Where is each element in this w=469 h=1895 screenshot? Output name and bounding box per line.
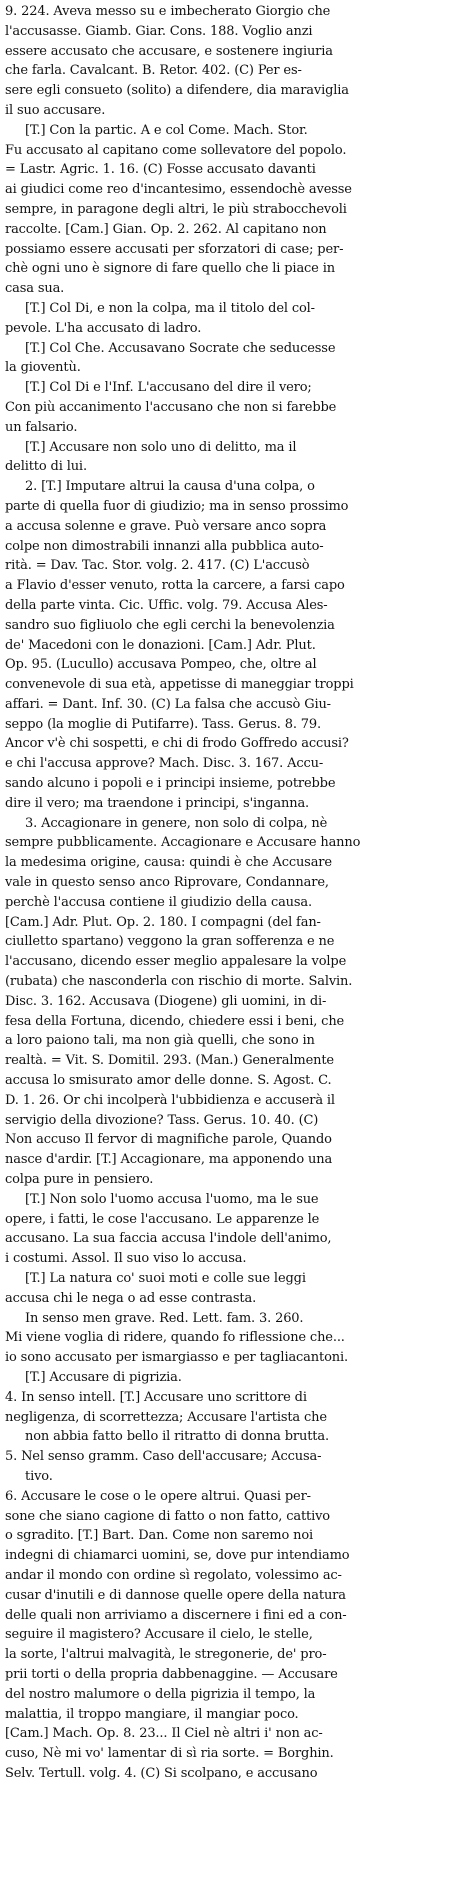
text-line: Ancor v'è chi sospetti, e chi di frodo Goffredo accusi? <box>5 736 349 752</box>
text-line: nasce d'ardir. [T.] Accagionare, ma apponendo una <box>5 1152 333 1168</box>
text-line: cusar d'inutili e di dannose quelle opere della natura <box>5 1587 346 1603</box>
text-line: fesa della Fortuna, dicendo, chiedere essi i beni, che <box>5 1013 345 1029</box>
text-line: prii torti o della propria dabbenaggine. — Accusare <box>5 1666 338 1682</box>
text-line: 2. [T.] Imputare altrui la causa d'una colpa, o <box>25 479 315 495</box>
text-line: la gioventù. <box>5 360 81 376</box>
text-line: colpe non dimostrabili innanzi alla pubblica auto- <box>5 538 324 554</box>
text-line: seguire il magistero? Accusare il cielo, le stelle, <box>5 1627 313 1643</box>
text-line: un falsario. <box>5 419 78 435</box>
text-line: In senso men grave. Red. Lett. fam. 3. 260. <box>25 1310 304 1326</box>
text-line: del nostro malumore o della pigrizia il tempo, la <box>5 1686 316 1702</box>
text-line: raccolte. [Cam.] Gian. Op. 2. 262. Al capitano non <box>5 221 327 237</box>
text-line: 5. Nel senso gramm. Caso dell'accusare; Accusa- <box>5 1449 322 1465</box>
text-line: sempre pubblicamente. Accagionare e Accusare hanno <box>5 835 361 851</box>
text-line: indegni di chiamarci uomini, se, dove pur intendiamo <box>5 1548 350 1564</box>
text-line: Non accuso Il fervor di magnifiche parole, Quando <box>5 1132 332 1148</box>
text-line: accusa lo smisurato amor delle donne. S. Agost. C. <box>5 1073 332 1089</box>
text-line: 6. Accusare le cose o le opere altrui. Quasi per- <box>5 1488 311 1504</box>
text-line: cuso, Nè mi vo' lamentar di sì ria sorte. = Borghin. <box>5 1746 334 1762</box>
text-line: [T.] Accusare di pigrizia. <box>25 1369 182 1385</box>
text-line: Fu accusato al capitano come sollevatore del popolo. <box>5 142 347 158</box>
text-line: [T.] Col Di, e non la colpa, ma il titolo del col- <box>25 300 315 316</box>
text-line: [T.] Non solo l'uomo accusa l'uomo, ma le sue <box>25 1191 319 1207</box>
text-line: [T.] La natura co' suoi moti e colle sue leggi <box>25 1271 306 1286</box>
text-line: e chi l'accusa approve? Mach. Disc. 3. 167. Accu- <box>5 756 324 772</box>
text-line: affari. = Dant. Inf. 30. (C) La falsa che accusò Giu- <box>5 696 331 712</box>
text-line: della parte vinta. Cic. Uffic. volg. 79. Accusa Ales- <box>5 597 328 613</box>
text-line: o sgradito. [T.] Bart. Dan. Come non saremo noi <box>5 1528 314 1544</box>
text-line: Con più accanimento l'accusano che non si farebbe <box>5 399 337 415</box>
text-line: tivo. <box>25 1468 53 1484</box>
text-line: Mi viene voglia di ridere, quando fo riflessione che... <box>5 1330 345 1346</box>
text-line: possiamo essere accusati per sforzatori di case; per- <box>5 241 344 257</box>
text-line: [T.] Con la partic. A e col Come. Mach. Stor. <box>25 122 308 138</box>
text-line: rità. = Dav. Tac. Stor. volg. 2. 417. (C) L'accusò <box>5 558 310 574</box>
text-line: l'accusasse. Giamb. Giar. Cons. 188. Voglio anzi <box>5 23 313 39</box>
text-line: = Lastr. Agric. 1. 16. (C) Fosse accusato davanti <box>5 162 316 178</box>
text-line: de' Macedoni con le donazioni. [Cam.] Adr. Plut. <box>5 637 316 653</box>
text-line: [T.] Col Di e l'Inf. L'accusano del dire il vero; <box>25 380 312 396</box>
text-line: [Cam.] Adr. Plut. Op. 2. 180. I compagni (del fan- <box>5 914 321 930</box>
text-line: sempre, in paragone degli altri, le più strabocchevoli <box>5 201 347 217</box>
text-line: [T.] Col Che. Accusavano Socrate che seducesse <box>25 340 336 356</box>
text-line: i costumi. Assol. Il suo viso lo accusa. <box>5 1251 247 1267</box>
text-line: realtà. = Vit. S. Domitil. 293. (Man.) Generalmente <box>5 1053 334 1069</box>
text-line: delitto di lui. <box>5 459 87 475</box>
text-line: dire il vero; ma traendone i principi, s'inganna. <box>5 795 310 811</box>
text-line: opere, i fatti, le cose l'accusano. Le apparenze le <box>5 1211 320 1227</box>
text-line: il suo accusare. <box>5 102 106 118</box>
text-line: essere accusato che accusare, e sostenere ingiuria <box>5 43 333 59</box>
text-line: convenevole di sua età, appetisse di maneggiar troppi <box>5 677 354 693</box>
text-line: malattia, il troppo mangiare, il mangiar poco. <box>5 1706 299 1722</box>
text-line: andar il mondo con ordine sì regolato, volessimo ac- <box>5 1567 342 1583</box>
text-line: sandro suo figliuolo che egli cerchi la benevolenzia <box>5 617 335 633</box>
text-line: D. 1. 26. Or chi incolperà l'ubbidienza e accuserà il <box>5 1092 335 1108</box>
text-line: sando alcuno i popoli e i principi insieme, potrebbe <box>5 776 336 792</box>
text-line: l'accusano, dicendo esser meglio appalesare la volpe <box>5 954 347 970</box>
text-line: sere egli consueto (solito) a difendere, dia maraviglia <box>5 83 349 99</box>
text-line: a Flavio d'esser venuto, rotta la carcere, a farsi capo <box>5 578 345 594</box>
text-line: chè ogni uno è signore di fare quello che li piace in <box>5 261 335 277</box>
text-line: Selv. Tertull. volg. 4. (C) Si scolpano, e accusano <box>5 1765 318 1781</box>
text-line: [T.] Accusare non solo uno di delitto, ma il <box>25 439 297 455</box>
text-line: delle quali non arriviamo a discernere i fini ed a con- <box>5 1607 347 1623</box>
text-line: non abbia fatto bello il ritratto di donna brutta. <box>25 1429 329 1445</box>
text-line: sone che siano cagione di fatto o non fatto, cattivo <box>5 1508 330 1524</box>
text-line: che farla. Cavalcant. B. Retor. 402. (C) Per es- <box>5 63 302 79</box>
text-line: Disc. 3. 162. Accusava (Diogene) gli uomini, in di- <box>5 993 327 1009</box>
text-line: pevole. L'ha accusato di ladro. <box>5 320 202 336</box>
text-line: parte di quella fuor di giudizio; ma in senso prossimo <box>5 498 349 514</box>
text-line: vale in questo senso anco Riprovare, Condannare, <box>5 875 329 891</box>
text-line: casa sua. <box>5 281 65 297</box>
text-line: [Cam.] Mach. Op. 8. 23... Il Ciel nè altri i' non ac- <box>5 1726 323 1742</box>
text-line: perchè l'accusa contiene il giudizio della causa. <box>5 894 312 910</box>
text-line: servigio della divozione? Tass. Gerus. 10. 40. (C) <box>5 1112 319 1128</box>
text-line: 4. In senso intell. [T.] Accusare uno scrittore di <box>5 1389 307 1405</box>
text-line: seppo (la moglie di Putifarre). Tass. Gerus. 8. 79. <box>5 716 322 732</box>
text-line: la medesima origine, causa: quindi è che Accusare <box>5 855 332 871</box>
text-line: a loro paiono tali, ma non già quelli, che sono in <box>5 1033 315 1049</box>
text-line: a accusa solenne e grave. Può versare anco sopra <box>5 518 327 534</box>
text-line: (rubata) che nasconderla con rischio di morte. Salvin. <box>5 974 353 990</box>
text-line: la sorte, l'altrui malvagità, le stregonerie, de' pro- <box>5 1647 327 1663</box>
text-line: ciulletto spartano) veggono la gran sofferenza e ne <box>5 934 335 950</box>
text-line: accusano. La sua faccia accusa l'indole dell'animo, <box>5 1231 332 1247</box>
text-line: 9. 224. Aveva messo su e imbecherato Giorgio che <box>5 4 331 19</box>
text-line: negligenza, di scorrettezza; Accusare l'artista che <box>5 1409 327 1425</box>
text-line: ai giudici come reo d'incantesimo, essendochè avesse <box>5 182 352 198</box>
text-line: accusa chi le nega o ad esse contrasta. <box>5 1290 257 1306</box>
text-line: colpa pure in pensiero. <box>5 1172 154 1188</box>
text-line: Op. 95. (Lucullo) accusava Pompeo, che, oltre al <box>5 657 317 673</box>
text-line: io sono accusato per ismargiasso e per tagliacantoni. <box>5 1350 348 1366</box>
text-line: 3. Accagionare in genere, non solo di colpa, nè <box>25 815 328 831</box>
